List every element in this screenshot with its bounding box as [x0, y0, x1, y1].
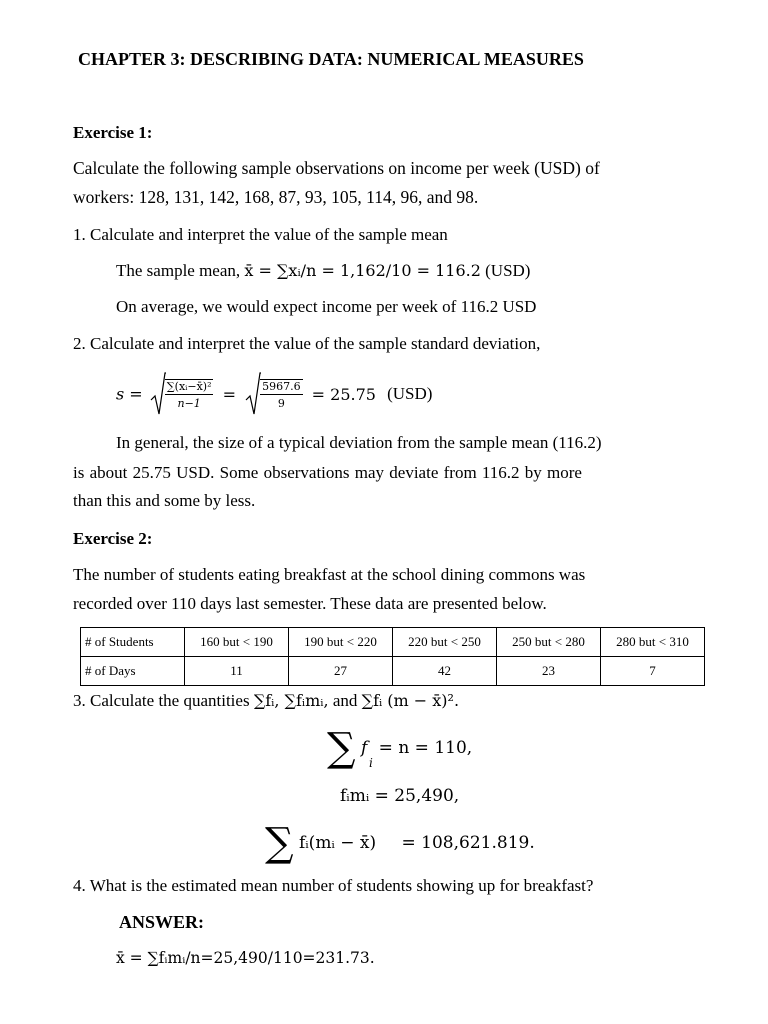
question-3 [73, 691, 459, 711]
table-cell: 220 but < 250 [393, 628, 497, 657]
exercise-1-intro-line-2: workers: 128, 131, 142, 168, 87, 93, 105, 114, 96, and 98. [73, 187, 479, 207]
question-2-interpretation-line-1: In general, the size of a typical deviation from the sample mean (116.2) [116, 433, 602, 452]
question-3-math-2: ∑fᵢ (m − x̄)². [361, 691, 460, 710]
summation-symbol: ∑ [327, 725, 356, 771]
table-cell: 23 [497, 657, 601, 686]
table-row [81, 657, 705, 686]
table-cell: # of Students [81, 628, 185, 657]
question-1-answer [116, 261, 530, 281]
equals-sign: = [222, 384, 236, 404]
table-cell: 11 [185, 657, 289, 686]
table-cell: 42 [393, 657, 497, 686]
question-1-interpretation: On average, we would expect income per week of 116.2 USD [116, 297, 537, 316]
std-dev-result: = 25.75 [311, 384, 376, 404]
table-cell: 190 but < 220 [289, 628, 393, 657]
question-3-and: and [332, 691, 358, 710]
question-3-text: 3. Calculate the quantities [73, 691, 250, 710]
std-dev-formula [116, 372, 432, 418]
f-subscript: i [369, 756, 373, 770]
equation-rest: = n = 110, [378, 738, 473, 758]
exercise-2-intro-line-2: recorded over 110 days last semester. These data are presented below. [73, 594, 547, 613]
table-cell: 27 [289, 657, 393, 686]
std-dev-unit: (USD) [387, 384, 433, 403]
question-4: 4. What is the estimated mean number of students showing up for breakfast? [73, 876, 594, 895]
table-cell: 280 but < 310 [601, 628, 705, 657]
f-symbol: f [360, 738, 368, 758]
radical-sign-icon [245, 372, 261, 416]
question-3-math: ∑fᵢ, ∑fᵢmᵢ, [253, 691, 329, 710]
question-1: 1. Calculate and interpret the value of the sample mean [73, 225, 448, 244]
question-2-interpretation-line-3: than this and some by less. [73, 491, 256, 510]
question-2-interpretation-line-2: is about 25.75 USD. Some observations may deviate from 116.2 by more [73, 463, 582, 482]
answer-prefix: The sample mean, [116, 261, 241, 280]
radical-sign-icon [150, 372, 166, 416]
sqrt-2: $\frac{5967.6}{9}$ [245, 372, 303, 416]
question-2: 2. Calculate and interpret the value of the sample standard deviation, [73, 334, 541, 353]
sqrt-1: $\frac{\text{∑(xᵢ−x̄)²}}{n-1}$ [150, 372, 214, 416]
equation-fm: fᵢmᵢ = 25,490, [340, 786, 460, 806]
summation-symbol: ∑ [265, 820, 294, 866]
exercise-1-heading: Exercise 1: [73, 123, 153, 142]
answer-label: ANSWER: [119, 912, 205, 932]
equation-sum-deviation [265, 820, 535, 868]
table-cell: 160 but < 190 [185, 628, 289, 657]
table-row [81, 628, 705, 657]
exercise-2-heading: Exercise 2: [73, 529, 153, 548]
equation-rest: = 108,621.819. [401, 833, 535, 853]
exercise-2-intro-line-1: The number of students eating breakfast at the school dining commons was [73, 565, 586, 584]
exercise-1-intro-line-1: Calculate the following sample observations on income per week (USD) of [73, 158, 600, 178]
chapter-title: CHAPTER 3: DESCRIBING DATA: NUMERICAL MEASURES [78, 49, 584, 69]
table-cell: 7 [601, 657, 705, 686]
sample-mean-formula: x̄ = ∑xᵢ/n = 1,162/10 = 116.2 [244, 261, 481, 280]
table-cell: 250 but < 280 [497, 628, 601, 657]
unit-label: (USD) [485, 261, 531, 280]
deviation-body: fᵢ(mᵢ − x̄) [298, 833, 377, 853]
frequency-table [80, 627, 705, 686]
table-cell: # of Days [81, 657, 185, 686]
answer-formula: x̄ = ∑fᵢmᵢ/n=25,490/110=231.73. [116, 949, 375, 967]
equation-sum-f [327, 725, 473, 773]
s-label: s = [116, 384, 143, 404]
